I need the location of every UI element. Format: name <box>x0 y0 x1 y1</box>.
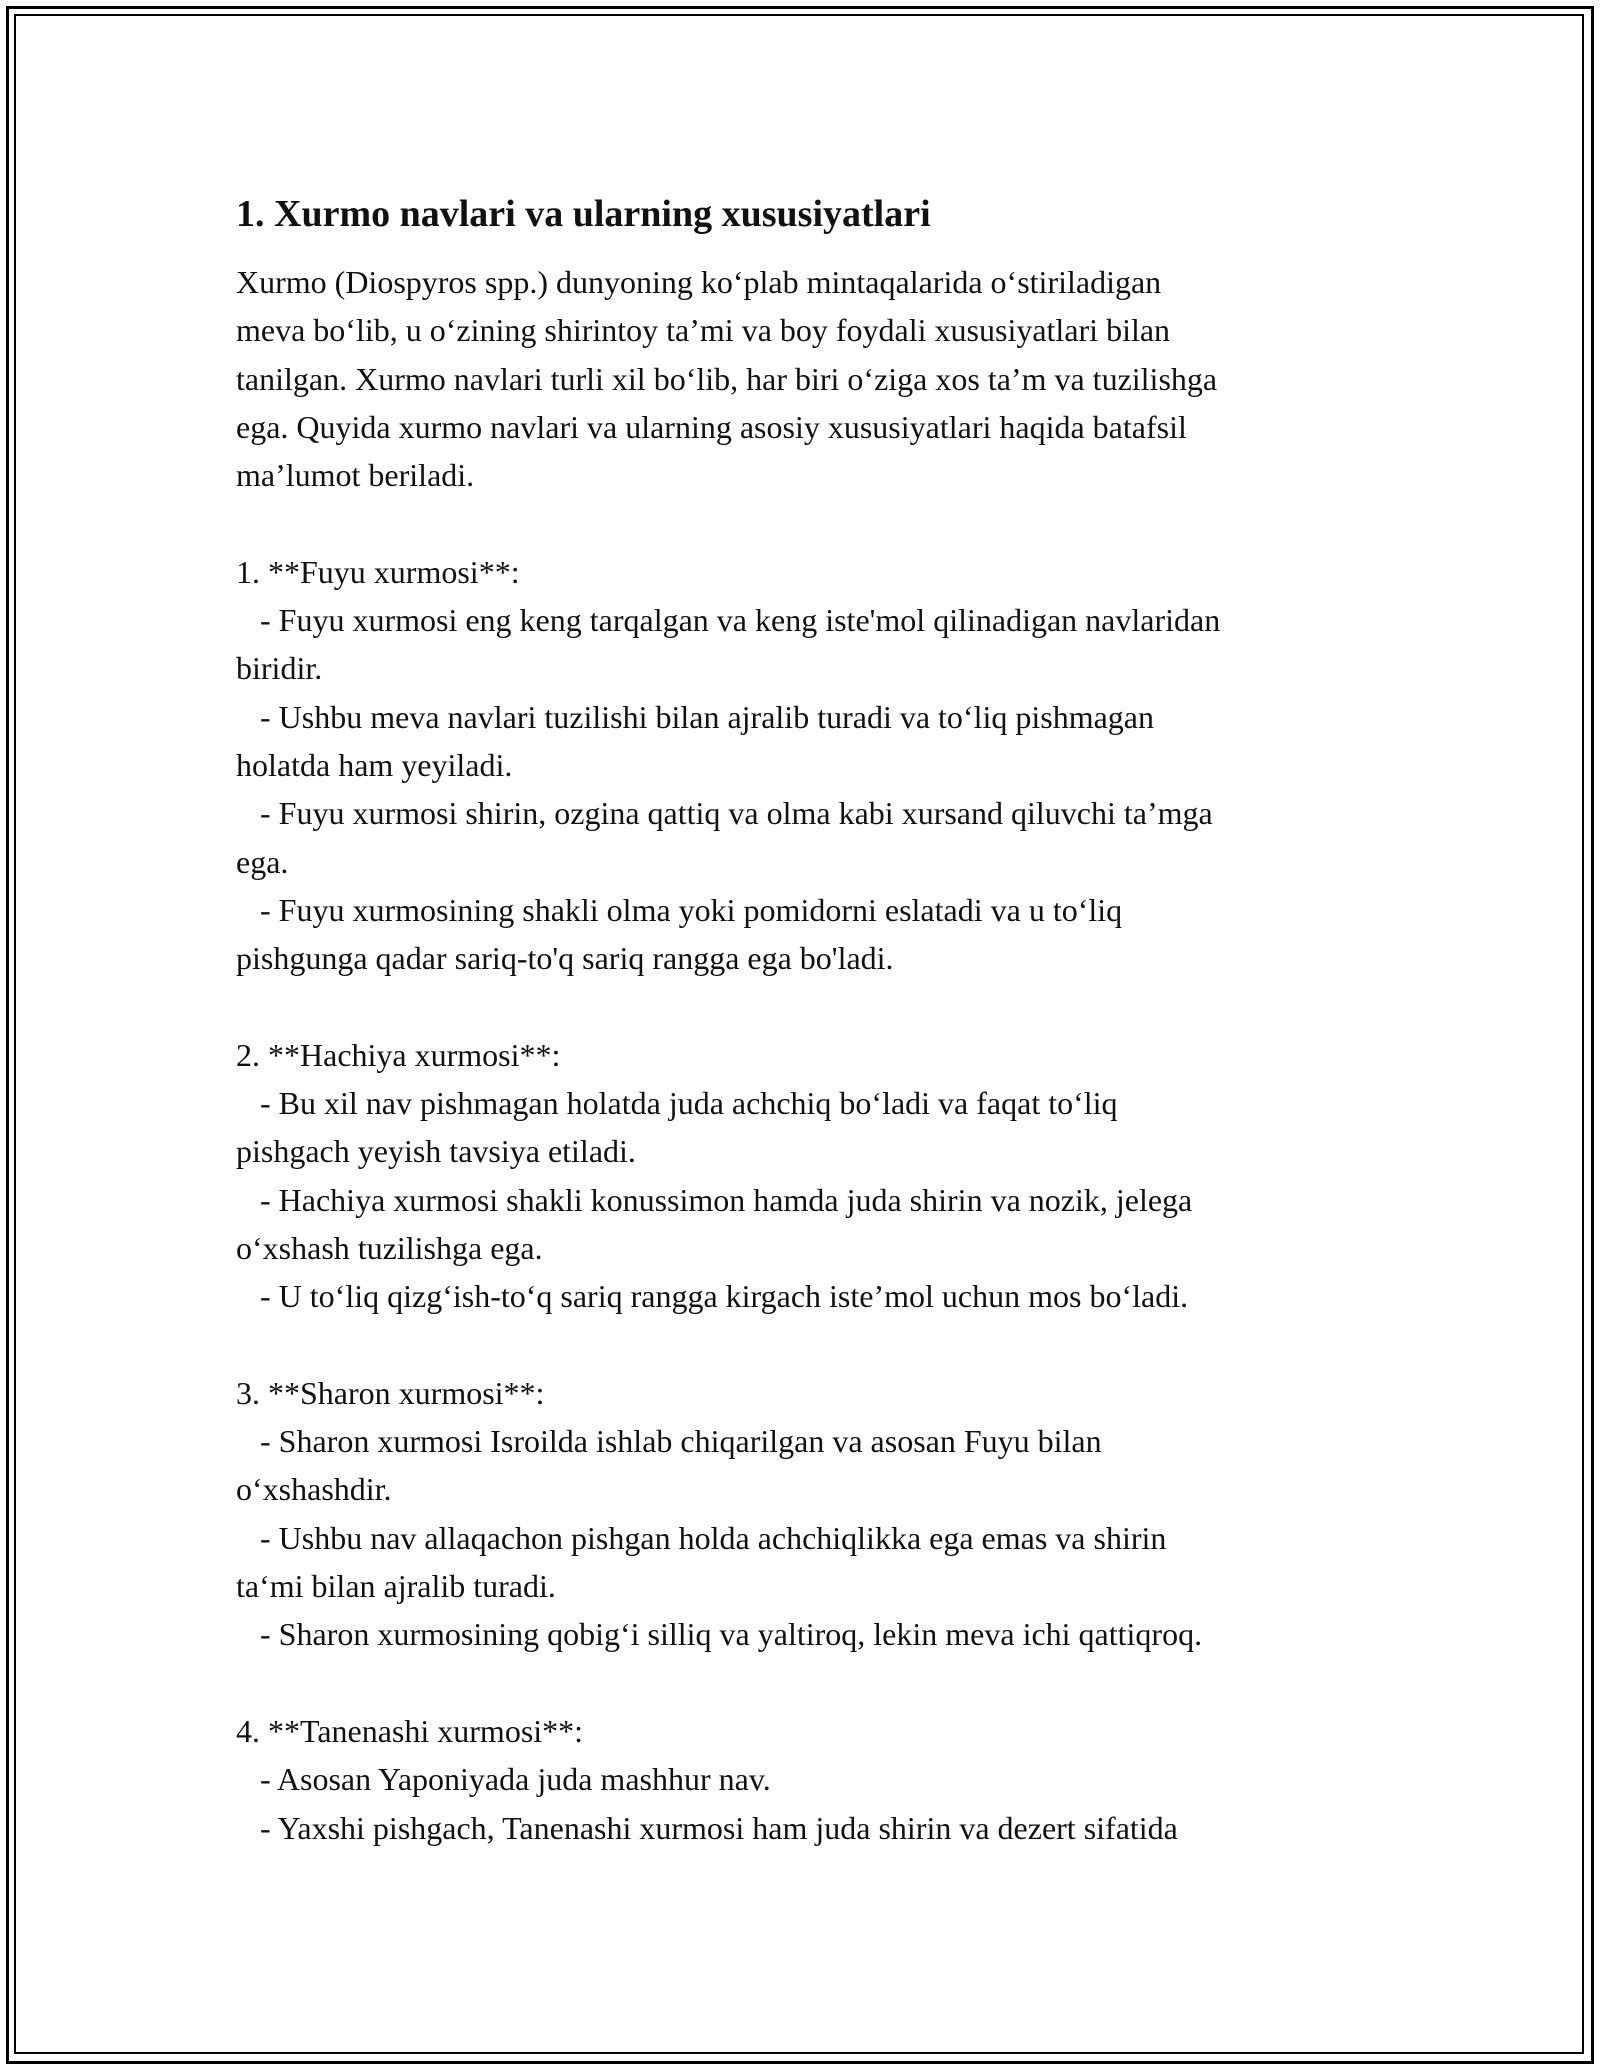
text-line: - Ushbu meva navlari tuzilishi bilan ajralib turadi va to‘liq pishmagan <box>236 698 1154 735</box>
text-line: ma’lumot beriladi. <box>236 457 475 494</box>
text-line: pishgunga qadar sariq-to'q sariq rangga ega bo'ladi. <box>236 940 894 977</box>
text-line: - Bu xil nav pishmagan holatda juda achchiq bo‘ladi va faqat to‘liq <box>236 1085 1118 1122</box>
text-line: - Hachiya xurmosi shakli konussimon hamda juda shirin va nozik, jelega <box>236 1181 1193 1218</box>
text-line: holatda ham yeyiladi. <box>236 746 513 783</box>
text-line: - U to‘liq qizg‘ish-to‘q sariq rangga kirgach iste’mol uchun mos bo‘ladi. <box>236 1278 1189 1315</box>
text-line: - Sharon xurmosi Isroilda ishlab chiqarilgan va asosan Fuyu bilan <box>236 1423 1102 1460</box>
text-line: ega. <box>236 843 289 880</box>
text-line: biridir. <box>236 650 323 687</box>
paragraph-gap <box>236 1659 1386 1707</box>
document-title: 1. Xurmo navlari va ularning xususiyatlari <box>236 193 931 235</box>
section-heading-hachiya: 2. **Hachiya xurmosi**: <box>236 1036 561 1073</box>
text-line: - Yaxshi pishgach, Tanenashi xurmosi ham juda shirin va dezert sifatida <box>236 1809 1178 1846</box>
text-line: o‘xshash tuzilishga ega. <box>236 1229 543 1266</box>
document-body <box>236 186 1386 1852</box>
text-line: - Fuyu xurmosi shirin, ozgina qattiq va olma kabi xursand qiluvchi ta’mga <box>236 795 1213 832</box>
text-line: - Sharon xurmosining qobig‘i silliq va yaltiroq, lekin meva ichi qattiqroq. <box>236 1616 1203 1653</box>
paragraph-gap <box>236 1321 1386 1369</box>
text-line: o‘xshashdir. <box>236 1471 392 1508</box>
paragraph-gap <box>236 982 1386 1030</box>
text-line: Xurmo (Diospyros spp.) dunyoning ko‘plab mintaqalarida o‘stiriladigan <box>236 264 1162 300</box>
section-heading-sharon: 3. **Sharon xurmosi**: <box>236 1374 545 1411</box>
text-line: - Fuyu xurmosi eng keng tarqalgan va keng iste'mol qilinadigan navlaridan <box>236 602 1221 639</box>
text-line: ega. Quyida xurmo navlari va ularning asosiy xususiyatlari haqida batafsil <box>236 408 1187 445</box>
paragraph-gap <box>236 499 1386 547</box>
section-heading-tanenashi: 4. **Tanenashi xurmosi**: <box>236 1712 584 1749</box>
intro-paragraph <box>236 258 1386 1852</box>
section-heading-fuyu: 1. **Fuyu xurmosi**: <box>236 553 520 590</box>
text-line: - Fuyu xurmosining shakli olma yoki pomidorni eslatadi va u to‘liq <box>236 891 1123 928</box>
text-line: meva bo‘lib, u o‘zining shirintoy ta’mi va boy foydali xususiyatlari bilan <box>236 312 1171 349</box>
text-line: - Ushbu nav allaqachon pishgan holda achchiqlikka ega emas va shirin <box>236 1519 1167 1556</box>
text-line: ta‘mi bilan ajralib turadi. <box>236 1568 556 1605</box>
text-line: tanilgan. Xurmo navlari turli xil bo‘lib, har biri o‘ziga xos ta’m va tuzilishga <box>236 360 1218 397</box>
text-line: pishgach yeyish tavsiya etiladi. <box>236 1133 636 1170</box>
text-line: - Asosan Yaponiyada juda mashhur nav. <box>236 1761 771 1798</box>
